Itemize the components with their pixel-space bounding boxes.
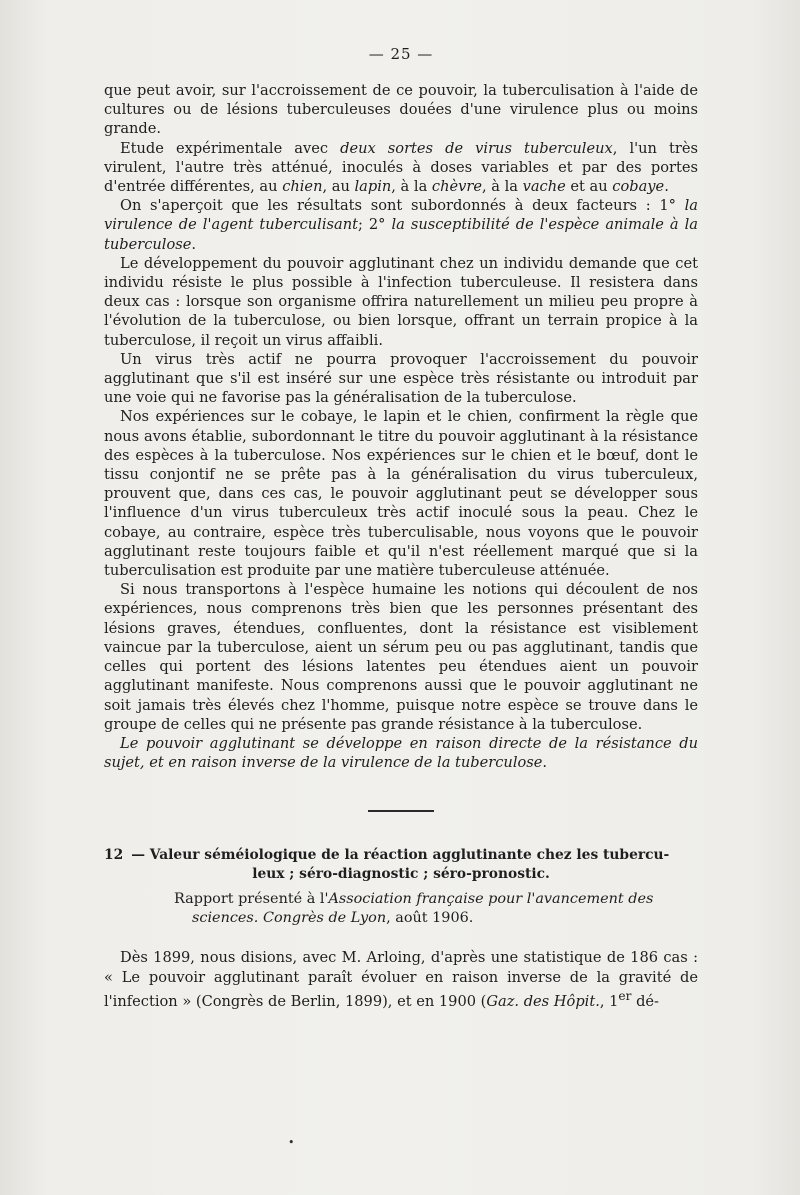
report-note: Rapport présenté à l'Association française pour l'avancement des sciences. Congrès de Lyon, août 1906. [174,891,654,927]
section-heading [104,846,698,884]
paragraph-6: Nos expériences sur le cobaye, le lapin et le chien, confirment la règle que nous avons établie, subordonnant le titre du pouvoir agglutinant à la résistance des espèces à la tuberculose. Nos expériences sur le chien et le bœuf, dont le tissu conjontif ne se prête pas à la généralisation du virus tuberculeux, prouvent que, dans ces cas, le pouvoir agglutinant peut se développer sous l'influence d'un virus tuberculeux très actif inoculé sous la peau. Chez le cobaye, au contraire, espèce très tuberculisable, nous voyons que le pouvoir agglutinant reste toujours faible et qu'il n'est réellement marqué que si la tuberculisation est produite par une matière tuberculeuse atténuée. [104,408,698,580]
conclusion-paragraph: Le pouvoir agglutinant se développe en raison directe de la résistance du sujet, et en raison inverse de la virulence de la tuberculose. [104,734,698,772]
page-number: — 25 — [368,45,434,63]
paragraph-2: Etude expérimentale avec deux sortes de virus tuberculeux, l'un très virulent, l'autre très atténué, inoculés à doses variables et par des portes d'entrée différentes, au chien, au lapin, à la chèvre, à la vache et au cobaye. [104,139,698,196]
paragraph-5: Un virus très actif ne pourra provoquer l'accroissement du pouvoir agglutinant que s'il est inséré sur une espèce très résistante ou introduit par une voie qui ne favorise pas la généralisation de la tuberculose. [104,350,698,407]
section-number: 12 [104,847,124,864]
section-divider [368,810,434,812]
paragraph-1: que peut avoir, sur l'accroissement de ce pouvoir, la tuberculisation à l'aide de cultures ou de lésions tuberculeuses douées d'une virulence plus ou moins grande. [104,82,698,138]
page-content [104,45,698,1011]
paragraph-3: On s'aperçoit que les résultats sont subordonnés à deux facteurs : 1° la virulence de l'agent tuberculisant; 2° la susceptibilité de l'espèce animale à la tuberculose. [104,197,698,253]
section-title-line-2: leux ; séro-diagnostic ; séro-pronostic. [252,866,550,883]
stray-ink-mark: • [288,1136,295,1149]
paragraph-7: Si nous transportons à l'espèce humaine les notions qui découlent de nos expériences, nous comprenons très bien que les personnes présentant des lésions graves, étendues, confluentes, dont la résistance est visiblement vaincue par la tuberculose, aient un sérum peu ou pas agglutinant, tandis que celles qui portent des lésions latentes peu étendues aient un pouvoir agglutinant manifeste. Nous comprenons aussi que le pouvoir agglutinant ne soit jamais très élevés chez l'homme, puisque notre espèce se trouve dans le groupe de celles qui ne présente pas grande résistance à la tuberculose. [104,581,698,733]
paragraph-final: Dès 1899, nous disions, avec M. Arloing, d'après une statistique de 186 cas : « Le pouvoir agglutinant paraît évoluer en raison inverse de la gravité de l'infection » (Congrès de Berlin, 1899), et en 1900 (Gaz. des Hôpit., 1er dé- [104,949,698,1010]
paragraph-4: Le développement du pouvoir agglutinant chez un individu demande que cet individu résiste le plus possible à l'infection tuberculeuse. Il resistera dans deux cas : lorsque son organisme offrira naturellement un milieu peu propre à l'évolution de la tuberculose, ou bien lorsque, offrant un terrain propice à la tuberculose, il reçoit un virus affaibli. [104,254,698,349]
section-title-line-1: — Valeur séméiologique de la réaction agglutinante chez les tubercu- [131,847,670,864]
